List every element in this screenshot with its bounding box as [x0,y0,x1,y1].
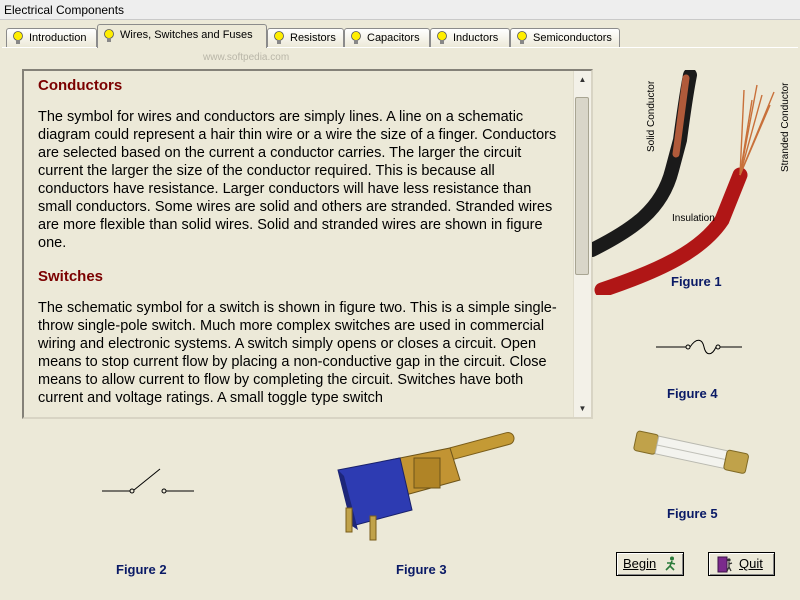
tab-label: Inductors [453,32,499,44]
section-text-conductors: The symbol for wires and conductors are simply lines. A line on a schematic diagram could represent a hair thin wire or a wire the size of a finger. Conductors are selected based on the current a conductor carries. The larger the circuit current the larger the size of the conductor required. This is because all conductors have resistance. Larger conductors will have less resistance than small conductors. Some wires are solid and others are stranded. Stranded wires are more flexible than solid wires. Solid and stranded wires are shown in figure one. [38,109,557,251]
scrollbar-thumb[interactable] [575,97,589,275]
solid-conductor-label: Solid Conductor [646,80,657,152]
figure3-label: Figure 3 [396,562,447,577]
section-heading-conductors: Conductors [38,77,123,94]
figure1-wires-image [592,70,800,295]
begin-button[interactable] [616,552,684,576]
quit-button[interactable] [708,552,775,576]
tab-wires-switches-fuses[interactable] [97,24,267,48]
insulation-label: Insulation [672,213,715,224]
section-heading-switches: Switches [38,268,104,285]
lightbulb-icon [436,31,448,46]
figure4-fuse-symbol [656,336,744,358]
figure3-toggle-switch-image [330,430,520,550]
content-text-box[interactable] [22,69,593,419]
content-body [38,77,562,419]
watermark: www.softpedia.com [203,52,290,63]
figure2-label: Figure 2 [116,562,167,577]
scroll-down-arrow-icon[interactable]: ▼ [578,404,587,413]
figure4-label: Figure 4 [667,386,718,401]
exit-door-icon [717,556,733,573]
tab-resistors[interactable] [267,28,344,47]
tab-inductors[interactable] [430,28,510,47]
lightbulb-icon [516,31,528,46]
tab-label: Wires, Switches and Fuses [120,29,253,41]
tab-introduction[interactable] [6,28,97,47]
vertical-scrollbar[interactable] [573,71,591,417]
running-man-icon [663,556,679,572]
tab-semiconductors[interactable] [510,28,620,47]
quit-button-label: Quit [739,556,763,571]
lightbulb-icon [273,31,285,46]
lightbulb-icon [12,31,24,46]
section-text-switches: The schematic symbol for a switch is shown in figure two. This is a simple single-throw single-pole switch. Much more complex switches are used in commercial wiring and electronic systems. A switch simply opens or closes a circuit. Open means to stop current flow by placing a non-conductive gap in the circuit. Close means to allow current to flow by completing the circuit. Switches have both current and voltage ratings. A small toggle type switch [38,300,557,406]
stranded-conductor-label: Stranded Conductor [780,82,791,172]
tab-label: Capacitors [367,32,420,44]
scroll-up-arrow-icon[interactable]: ▲ [578,75,587,84]
window-title: Electrical Components [0,0,800,20]
figure1-label: Figure 1 [671,274,722,289]
begin-button-label: Begin [623,556,657,571]
lightbulb-icon [350,31,362,46]
tab-label: Semiconductors [533,32,612,44]
tab-capacitors[interactable] [344,28,430,47]
figure5-fuse-image [620,422,760,484]
figure2-switch-symbol [100,465,196,505]
figure5-label: Figure 5 [667,506,718,521]
tab-label: Resistors [290,32,336,44]
lightbulb-icon [103,29,115,44]
tab-label: Introduction [29,32,87,44]
